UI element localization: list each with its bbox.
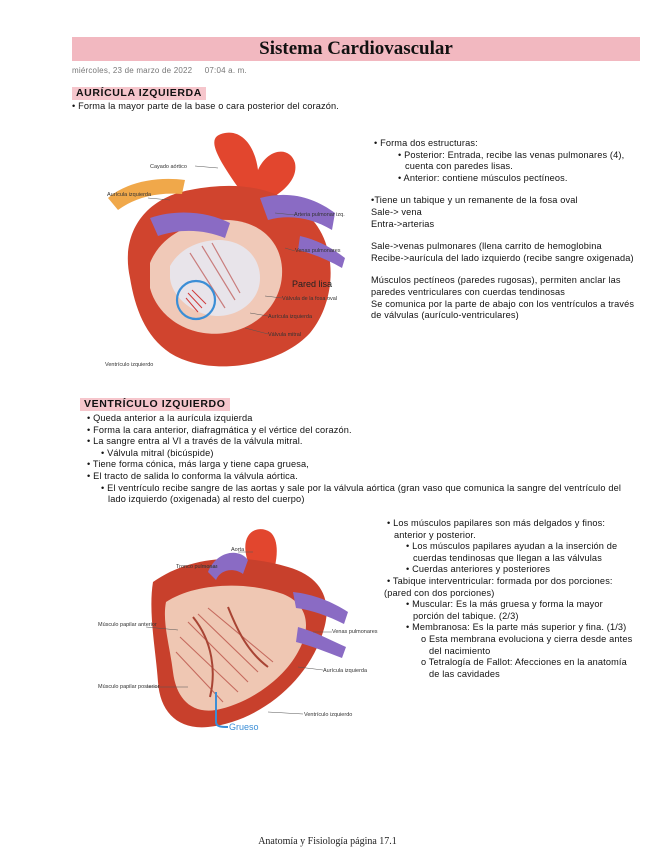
- label-pared-lisa: Pared lisa: [292, 279, 333, 289]
- note-line: Sale-> vena: [371, 206, 422, 217]
- note-line: o Esta membrana evoluciona y cierra desde antes del nacimiento: [421, 633, 633, 656]
- label-ventriculo-izquierdo-2: Ventrículo izquierdo: [304, 712, 353, 718]
- label-auricula-izquierda: Aurícula izquierda: [107, 192, 152, 198]
- label-musculo-papilar-anterior: Músculo papilar anterior: [98, 622, 157, 628]
- label-cayado-aortico: Cayado aórtico: [150, 164, 187, 170]
- list-item: • La sangre entra al VI a través de la válvula mitral.: [87, 436, 303, 447]
- label-venas-pulmonares-2: Venas pulmonares: [332, 629, 378, 635]
- section-heading-auricula: AURÍCULA IZQUIERDA: [72, 87, 206, 100]
- note-line: • Muscular: Es la más gruesa y forma la mayor porción del tabique. (2/3): [406, 599, 603, 621]
- note-line: • Anterior: contiene músculos pectíneos.: [398, 172, 568, 183]
- note-time: 07:04 a. m.: [204, 66, 247, 75]
- ventriculo-notes: [384, 518, 636, 680]
- note-line: Entra->arterias: [371, 218, 435, 229]
- label-tronco-pulmonar: Tronco pulmonar: [176, 564, 218, 570]
- note-line: Se comunica por la parte de abajo con los ventrículos a través de válvulas (aurículo-ventriculares): [371, 298, 635, 321]
- label-auricula-izquierda-2: Aurícula izquierda: [268, 314, 313, 320]
- list-item: • El tracto de salida lo conforma la válvula aórtica.: [87, 470, 298, 481]
- label-aorta: Aorta: [231, 547, 245, 553]
- note-date: miércoles, 23 de marzo de 2022: [72, 66, 193, 75]
- note-line: • Posterior: Entrada, recibe las venas pulmonares (4), cuenta con paredes lisas.: [398, 149, 625, 172]
- section-heading-ventriculo: VENTRÍCULO IZQUIERDO: [80, 398, 230, 411]
- note-line: Sale->venas pulmonares (llena carrito de hemoglobina: [371, 241, 602, 252]
- left-atrium-illustration: [90, 128, 355, 376]
- label-musculo-papilar-posterior: Músculo papilar posterior: [98, 684, 160, 690]
- list-item: • Tiene forma cónica, más larga y tiene capa gruesa,: [87, 459, 309, 470]
- note-line: • Membranosa: Es la parte más superior y fina. (1/3): [406, 622, 627, 633]
- note-line: (pared con dos porciones): [384, 587, 495, 598]
- note-line: • Cuerdas anteriores y posteriores: [406, 564, 551, 575]
- label-valvula-mitral: Válvula mitral: [268, 332, 302, 338]
- label-valvula-fosa-oval: Válvula de la fosa oval: [282, 296, 338, 302]
- left-ventricle-illustration: [98, 522, 378, 740]
- note-metadata: [72, 66, 247, 75]
- note-line: Recibe->aurícula del lado izquierdo (recibe sangre oxigenada): [371, 252, 634, 263]
- page-title: Sistema Cardiovascular: [259, 38, 453, 59]
- ventriculo-list: [84, 413, 640, 506]
- page-footer: Anatomía y Fisiología página 17.1: [258, 836, 397, 847]
- note-line: • Los músculos papilares ayudan a la inserción de cuerdas tendinosas que llegan a las válvulas: [406, 541, 618, 563]
- list-item: • Forma la cara anterior, diafragmática y el vértice del corazón.: [87, 424, 352, 435]
- label-ventriculo-izquierdo: Ventrículo izquierdo: [105, 362, 154, 368]
- note-line: Músculos pectíneos (paredes rugosas), permiten anclar las paredes ventriculares con cuerdas tendinosas: [371, 275, 621, 297]
- note-line: •Tiene un tabique y un remanente de la fosa oval: [371, 195, 578, 206]
- note-line: • Forma dos estructuras:: [374, 138, 478, 148]
- note-line: • Tabique interventricular: formada por dos porciones:: [387, 575, 613, 586]
- auricula-intro: • Forma la mayor parte de la base o cara posterior del corazón.: [72, 101, 339, 111]
- list-item: • Queda anterior a la aurícula izquierda: [87, 413, 253, 423]
- note-line: o Tetralogía de Fallot: Afecciones en la anatomía de las cavidades: [421, 657, 627, 679]
- label-venas-pulmonares: Venas pulmonares: [295, 248, 341, 254]
- label-arteria-pulmonar: Arteria pulmonar izq.: [294, 212, 345, 218]
- list-item: • El ventrículo recibe sangre de las aortas y sale por la válvula aórtica (gran vaso que comunica la sangre del ventrículo del lado izquierdo (oxigenada) al resto del cuerpo): [101, 482, 622, 505]
- note-line: • Los músculos papilares son más delgados y finos: anterior y posterior.: [387, 518, 606, 540]
- label-auricula-izquierda-3: Aurícula izquierda: [323, 668, 368, 674]
- auricula-notes: [371, 138, 639, 322]
- list-item: • Válvula mitral (bicúspide): [101, 447, 214, 458]
- label-grueso: Grueso: [229, 722, 259, 732]
